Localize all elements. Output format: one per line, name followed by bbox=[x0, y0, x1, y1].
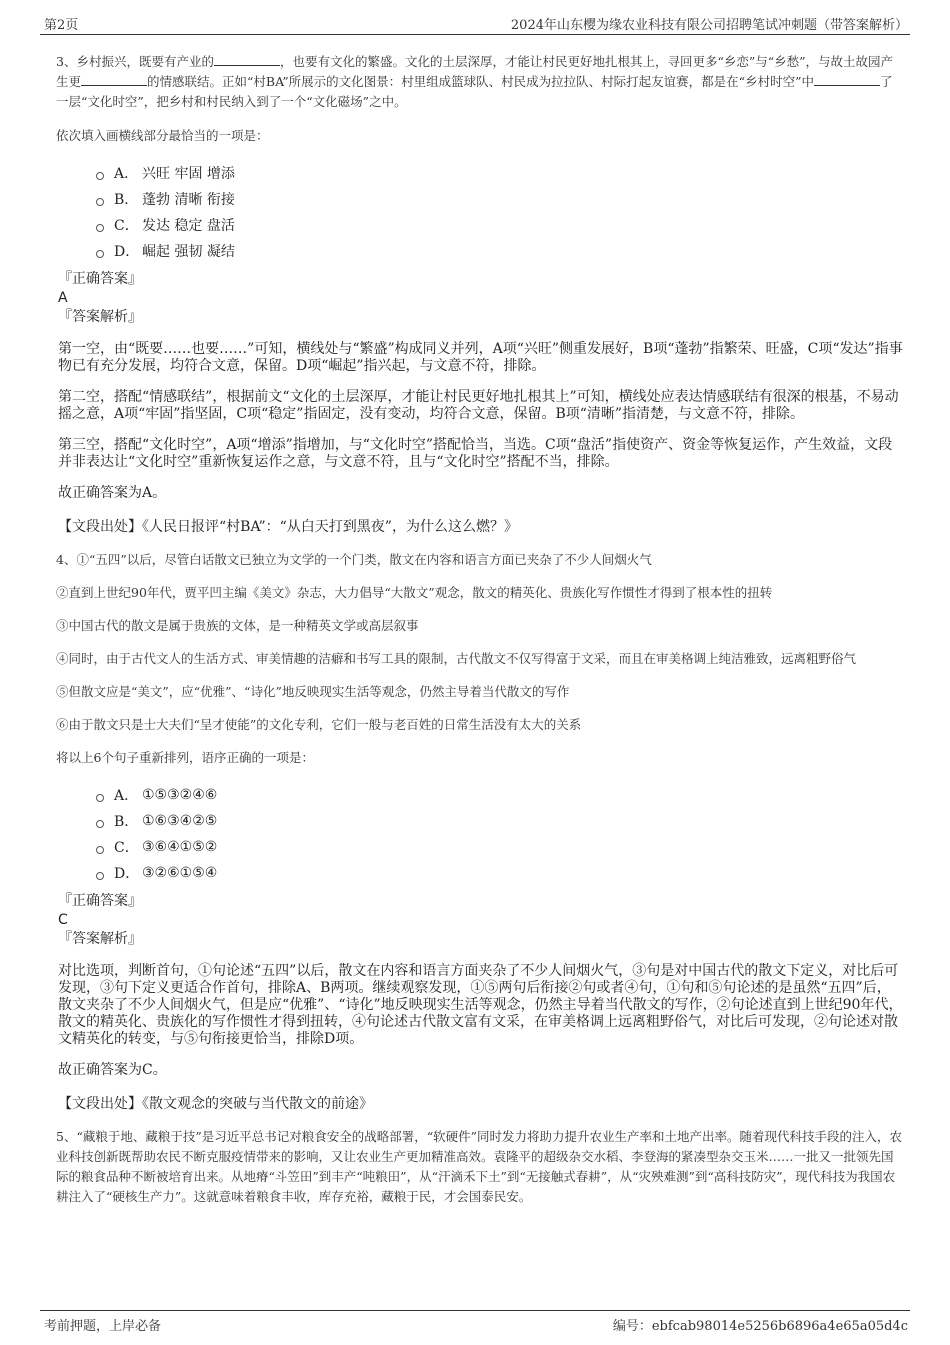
option-b[interactable]: B． 蓬勃 清晰 衔接 bbox=[96, 186, 904, 212]
document-title: 2024年山东樱为缘农业科技有限公司招聘笔试冲刺题（带答案解析） bbox=[510, 18, 908, 33]
analysis-label: 『答案解析』 bbox=[58, 931, 142, 947]
radio-icon[interactable] bbox=[96, 198, 104, 206]
radio-icon[interactable] bbox=[96, 794, 104, 802]
question-4-sentence: ④同时，由于古代文人的生活方式、审美情趣的洁癖和书写工具的限制，古代散文不仅写得富于文采，而且在审美格调上纯洁雅致，远离粗野俗气 bbox=[56, 651, 857, 666]
page-footer bbox=[40, 1310, 910, 1333]
passage-source: 【文段出处】《散文观念的突破与当代散文的前途》 bbox=[58, 1096, 373, 1112]
passage-source: 【文段出处】《人民日报评“村BA”：“从白天打到黑夜”，为什么这么燃？》 bbox=[58, 519, 518, 535]
question-4-sentence: 4、①“五四”以后，尽管白话散文已独立为文学的一个门类，散文在内容和语言方面已夹杂了不少人间烟火气 bbox=[56, 552, 652, 567]
document-body bbox=[56, 52, 904, 1221]
option-d[interactable]: D． ③②⑥①⑤④ bbox=[96, 860, 904, 886]
radio-icon[interactable] bbox=[96, 172, 104, 180]
analysis-conclusion: 故正确答案为A。 bbox=[58, 485, 167, 501]
radio-icon[interactable] bbox=[96, 872, 104, 880]
correct-answer: A bbox=[58, 290, 68, 306]
document-id: 编号：ebfcab98014e5256b6896a4e65a05d4c bbox=[612, 1319, 908, 1334]
correct-answer: C bbox=[58, 912, 68, 928]
fill-blank-1 bbox=[214, 53, 280, 66]
fill-blank-2 bbox=[81, 73, 147, 86]
option-a[interactable]: A． 兴旺 牢固 增添 bbox=[96, 160, 904, 186]
correct-answer-label: 『正确答案』 bbox=[58, 893, 142, 909]
question-4-options bbox=[96, 782, 904, 886]
analysis-label: 『答案解析』 bbox=[58, 309, 142, 325]
radio-icon[interactable] bbox=[96, 846, 104, 854]
option-c[interactable]: C． ③⑥④①⑤② bbox=[96, 834, 904, 860]
option-d[interactable]: D． 崛起 强韧 凝结 bbox=[96, 238, 904, 264]
question-4-sentence: ⑤但散文应是“美文”，应“优雅”、“诗化”地反映现实生活等观念，仍然主导着当代散文的写作 bbox=[56, 684, 570, 699]
question-4-prompt: 将以上6个句子重新排列，语序正确的一项是： bbox=[56, 750, 314, 765]
question-3-prompt: 依次填入画横线部分最恰当的一项是： bbox=[56, 128, 269, 143]
page-number: 第2页 bbox=[44, 18, 79, 33]
analysis-conclusion: 故正确答案为C。 bbox=[58, 1062, 167, 1078]
footer-slogan: 考前押题，上岸必备 bbox=[44, 1319, 162, 1334]
radio-icon[interactable] bbox=[96, 224, 104, 232]
analysis-paragraph: 第三空，搭配“文化时空”，A项“增添”指增加，与“文化时空”搭配恰当，当选。C项“盘活”指使资产、资金等恢复运作，产生效益，文段并非表达让“文化时空”重新恢复运作之意，与文意不符，且与“文化时空”搭配不当，排除。 bbox=[58, 437, 893, 470]
fill-blank-3 bbox=[814, 73, 880, 86]
option-c[interactable]: C． 发达 稳定 盘活 bbox=[96, 212, 904, 238]
question-4-sentence: ②直到上世纪90年代，贾平凹主编《美文》杂志，大力倡导“大散文”观念，散文的精英化、贵族化写作惯性才得到了根本性的扭转 bbox=[56, 585, 773, 600]
radio-icon[interactable] bbox=[96, 820, 104, 828]
analysis-paragraph: 第二空，搭配“情感联结”，根据前文“文化的土层深厚，才能让村民更好地扎根其上”可知，横线处应表达情感联结有很深的根基，不易动摇之意，A项“牢固”指坚固，C项“稳定”指固定，没有变动，均符合文意，保留。B项“清晰”指清楚，与文意不符，排除。 bbox=[58, 389, 899, 422]
question-3-text: 3、乡村振兴，既要有产业的 ，也要有文化的繁盛。文化的土层深厚，才能让村民更好地扎根其上，寻回更多“乡恋”与“乡愁”，与故土故园产生更 的情感联结。正如“村BA”所展示的文化图景：村里组成篮球队、村民成为拉拉队、村际打起友谊赛，都是在“乡村时空”中 了一层“文化时空”，把乡村和村民纳入到了一个“文化磁场”之中。 bbox=[56, 54, 894, 109]
analysis-paragraph: 第一空，由“既要……也要……”可知，横线处与“繁盛”构成同义并列，A项“兴旺”侧重发展好，B项“蓬勃”指繁荣、旺盛，C项“发达”指事物已有充分发展，均符合文意，保留。D项“崛起”指兴起，与文意不符，排除。 bbox=[58, 341, 903, 374]
analysis-paragraph: 对比选项，判断首句，①句论述“五四”以后，散文在内容和语言方面夹杂了不少人间烟火气，③句是对中国古代的散文下定义，对比后可发现，③句下定义更适合作首句，排除A、B两项。继续观察发现，①⑤两句后衔接②句或者④句，①句和⑤句论述的是虽然“五四”后，散文夹杂了不少人间烟火气，但是应“优雅”、“诗化”地反映现实生活等观念，仍然主导着当代散文的写作，②句论述直到上世纪90年代，散文的精英化、贵族化的写作惯性才得到扭转，④句论述古代散文富有文采，在审美格调上远离粗野俗气，对比后可发现，②句论述对散文精英化的转变，与⑤句衔接更恰当，排除D项。 bbox=[58, 963, 903, 1047]
correct-answer-label: 『正确答案』 bbox=[58, 271, 142, 287]
option-a[interactable]: A． ①⑤③②④⑥ bbox=[96, 782, 904, 808]
radio-icon[interactable] bbox=[96, 250, 104, 258]
question-5-text: 5、“藏粮于地、藏粮于技”是习近平总书记对粮食安全的战略部署，“软硬件”同时发力将助力提升农业生产率和土地产出率。随着现代科技手段的注入，农业科技创新既帮助农民不断克服疫情带来的影响，又让农业生产更加精准高效。袁隆平的超级杂交水稻、李登海的紧凑型杂交玉米……一批又一批领先国际的粮食品种不断被培育出来。从地瘠“斗笠田”到丰产“吨粮田”，从“汗滴禾下土”到“无接触式春耕”，从“灾殃难测”到“高科技防灾”，现代科技为我国农耕注入了“硬核生产力”。这就意味着粮食丰收，库存充裕，藏粮于民，才会国泰民安。 bbox=[56, 1129, 903, 1204]
question-4-sentence: ⑥由于散文只是士大夫们“呈才使能”的文化专利，它们一般与老百姓的日常生活没有太大的关系 bbox=[56, 717, 582, 732]
page-header bbox=[40, 12, 910, 35]
option-b[interactable]: B． ①⑥③④②⑤ bbox=[96, 808, 904, 834]
question-4-sentence: ③中国古代的散文是属于贵族的文体，是一种精英文学或高层叙事 bbox=[56, 618, 419, 633]
question-3-options bbox=[96, 160, 904, 264]
